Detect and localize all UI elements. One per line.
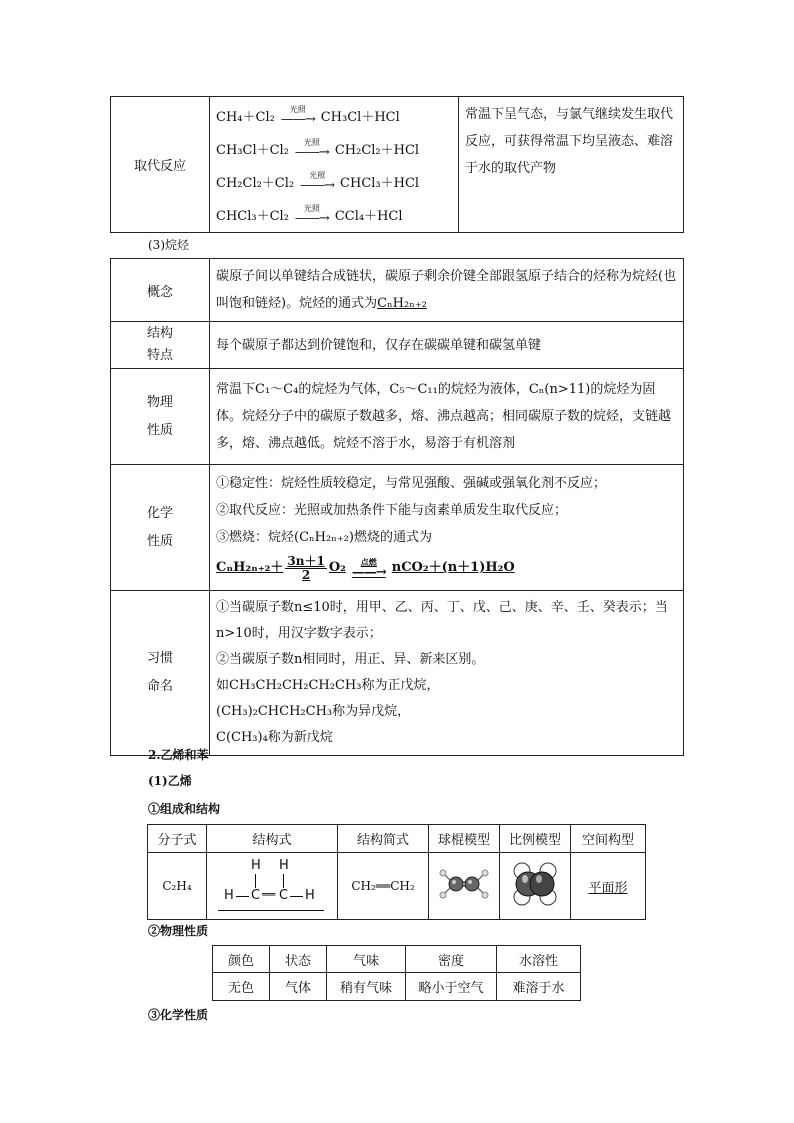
bond-line — [283, 874, 284, 888]
underline — [218, 910, 324, 911]
naming-line: 如CH₃CH₂CH₂CH₂CH₃称为正戊烷， — [216, 678, 440, 693]
naming-line: (CH₃)₂CHCH₂CH₃称为异戊烷， — [216, 704, 411, 719]
substitution-reactions — [210, 97, 459, 233]
combustion-rhs: nCO₂＋(n＋1)H₂O — [391, 560, 515, 575]
structure-label — [111, 322, 210, 369]
combustion-lhs: CₙH₂ₙ₊₂＋ — [216, 560, 284, 575]
reaction-condition: 光照 — [309, 171, 326, 180]
naming-line: ①当碳原子数n≤10时，用甲、乙、丙、丁、戊、己、庚、辛、壬、癸表示；当n>10时，用汉字数字表示； — [216, 600, 668, 641]
reaction-2 — [216, 132, 452, 165]
combustion-o2: O₂ — [328, 560, 346, 575]
reaction-rhs: CH₂Cl₂＋HCl — [334, 142, 420, 158]
naming-line: ②当碳原子数n相同时，用正、异、新来区别。 — [216, 652, 485, 667]
atom-h: H — [224, 888, 234, 903]
combustion-condition: 点燃 — [360, 557, 377, 567]
composition-heading: ①组成和结构 — [148, 802, 221, 816]
reaction-condition: 光照 — [289, 105, 306, 114]
geometry-value: 平面形 — [588, 880, 628, 896]
value-density: 略小于空气 — [406, 973, 497, 1001]
header-space-filling: 比例模型 — [500, 825, 571, 853]
ethylene-heading: (1)乙烯 — [148, 774, 192, 788]
naming-label-text: 习惯命名 — [146, 651, 173, 694]
condensed-formula: CH₂══CH₂ — [338, 853, 429, 920]
physical-heading: ②物理性质 — [148, 924, 209, 938]
ball-stick-icon — [434, 859, 494, 909]
physical-label-text: 物理性质 — [146, 394, 173, 438]
chemical-heading: ③化学性质 — [148, 1008, 209, 1022]
ignite-arrow-icon: 点燃 ——→ — [351, 557, 386, 580]
atom-c: C — [279, 888, 289, 903]
concept-formula: CₙH₂ₙ₊₂ — [377, 296, 427, 311]
light-arrow-icon: 光照 ——→ — [294, 204, 329, 226]
chemical-line: ③燃烧：烷烃(CₙH₂ₙ₊₂)燃烧的通式为 — [216, 530, 432, 545]
space-filling-model — [500, 853, 571, 920]
physical-text: 常温下C₁～C₄的烷烃为气体，C₅～C₁₁的烷烃为液体，Cₙ(n>11)的烷烃为固体。烷烃分子中的碳原子数越多，熔、沸点越高；相同碳原子数的烷烃，支链越多，熔、沸点越低。烷烃不溶于水，易溶于有机溶剂 — [210, 369, 684, 465]
atom-h: H — [251, 858, 261, 873]
header-structural-formula: 结构式 — [207, 825, 338, 853]
reaction-1 — [216, 99, 452, 132]
bond-line — [290, 896, 303, 897]
bond-line — [236, 896, 249, 897]
combustion-fraction — [285, 555, 326, 582]
header-condensed-formula: 结构简式 — [338, 825, 429, 853]
concept-label: 概念 — [111, 259, 210, 322]
substitution-note: 常温下呈气态，与氯气继续发生取代反应，可获得常温下均呈液态、难溶于水的取代产物 — [459, 97, 684, 233]
alkane-heading: (3)烷烃 — [148, 238, 189, 252]
combustion-equation — [216, 551, 677, 585]
reaction-lhs: CH₄＋Cl₂ — [216, 109, 275, 125]
chemical-label — [111, 465, 210, 591]
structural-formula — [207, 853, 338, 920]
naming-cell — [210, 591, 684, 756]
header-molecular-formula: 分子式 — [148, 825, 207, 853]
reaction-lhs: CHCl₃＋Cl₂ — [216, 208, 289, 224]
chemical-label-text: 化学性质 — [146, 505, 173, 549]
substitution-label: 取代反应 — [111, 97, 210, 233]
concept-cell — [210, 259, 684, 322]
chemical-line: ②取代反应：光照或加热条件下能与卤素单质发生取代反应； — [216, 503, 568, 518]
reaction-rhs: CCl₄＋HCl — [334, 208, 403, 224]
reaction-lhs: CH₃Cl＋Cl₂ — [216, 142, 289, 158]
header-color: 颜色 — [213, 946, 270, 973]
reaction-rhs: CH₃Cl＋HCl — [320, 109, 400, 125]
header-odor: 气味 — [327, 946, 406, 973]
light-arrow-icon: 光照 ——→ — [294, 138, 329, 160]
naming-label — [111, 591, 210, 756]
header-solubility: 水溶性 — [497, 946, 581, 973]
atom-h: H — [279, 858, 289, 873]
header-geometry: 空间构型 — [571, 825, 646, 853]
light-arrow-icon: 光照 ——→ — [280, 105, 315, 127]
structure-label-text: 结构特点 — [146, 326, 173, 363]
header-state: 状态 — [270, 946, 327, 973]
geometry — [571, 853, 646, 920]
ethylene-structure-table — [147, 824, 646, 920]
reaction-4 — [216, 198, 452, 231]
molecular-formula: C₂H₄ — [148, 853, 207, 920]
fraction-denominator: 2 — [301, 567, 311, 582]
header-ball-stick: 球棍模型 — [429, 825, 500, 853]
physical-properties-table — [212, 945, 581, 1001]
value-odor: 稍有气味 — [327, 973, 406, 1001]
value-solubility: 难溶于水 — [497, 973, 581, 1001]
chemical-cell — [210, 465, 684, 591]
space-filling-icon — [505, 857, 565, 911]
concept-text: 碳原子间以单键结合成链状，碳原子剩余价键全部跟氢原子结合的烃称为烷烃(也叫饱和链烃)。烷烃的通式为 — [216, 269, 677, 311]
header-density: 密度 — [406, 946, 497, 973]
bond-line — [255, 874, 256, 888]
reaction-condition: 光照 — [303, 204, 320, 213]
reaction-3 — [216, 165, 452, 198]
double-bond: ══ — [262, 888, 276, 901]
physical-label — [111, 369, 210, 465]
chemical-line: ①稳定性：烷烃性质较稳定，与常见强酸、强碱或强氧化剂不反应； — [216, 476, 607, 491]
value-state: 气体 — [270, 973, 327, 1001]
atom-c: C — [251, 888, 261, 903]
section-heading: 2.乙烯和苯 — [148, 748, 209, 762]
fraction-numerator: 3n＋1 — [287, 553, 325, 568]
structure-text: 每个碳原子都达到价键饱和，仅存在碳碳单键和碳氢单键 — [210, 322, 684, 369]
reaction-lhs: CH₂Cl₂＋Cl₂ — [216, 175, 295, 191]
ball-stick-model — [429, 853, 500, 920]
substitution-table — [110, 96, 684, 233]
naming-line: C(CH₃)₄称为新戊烷 — [216, 730, 333, 745]
light-arrow-icon: 光照 ——→ — [300, 171, 335, 193]
reaction-condition: 光照 — [303, 138, 320, 147]
value-color: 无色 — [213, 973, 270, 1001]
reaction-rhs: CHCl₃＋HCl — [340, 175, 420, 191]
alkane-table — [110, 258, 684, 756]
atom-h: H — [305, 888, 315, 903]
